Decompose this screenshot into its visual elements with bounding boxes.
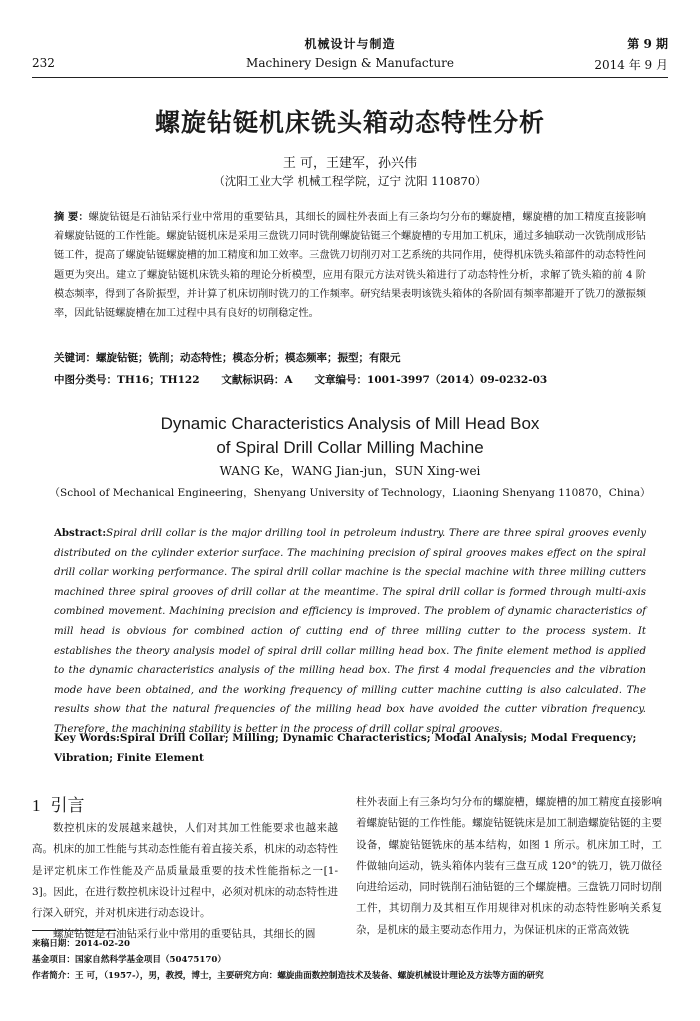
title-en-line2: of Spiral Drill Collar Milling Machine [216,438,484,457]
classification-cn: 中图分类号：TH16；TH122 文献标识码：A 文章编号：1001-3997（2014）09-0232-03 [54,374,548,386]
authors-cn: 王 可，王建军，孙兴伟 [282,156,418,171]
footnote-author: 作者简介：王 可，（1957-），男，教授，博士，主要研究方向：螺旋曲面数控制造技术及装备、螺旋机械设计理论及方法等方面的研究 [32,971,544,981]
journal-name-en: Machinery Design & Manufacture [246,56,454,70]
body-paragraph: 数控机床的发展越来越快，人们对其加工性能要求也越来越高。机床的加工性能与其动态性能有着直接关系，机床的动态特性是评定机床工作性能及产品质量最重要的技术性能指标之一[1-3]。因此，在进行数控机床设计过程中，必须对机床的动态特性进行深入研究，并对机床进行动态设计。 [32,822,338,920]
abstract-cn [54,208,646,323]
footnote-received: 来稿日期：2014-02-20 [32,939,130,949]
page-number: 232 [32,56,55,70]
issue-date: 2014 年 9 月 [594,58,668,72]
footnotes [32,936,668,984]
section-number: 1 [32,796,41,815]
issue-number: 第 9 期 [627,37,668,51]
title-cn: 螺旋钻铤机床铣头箱动态特性分析 [154,108,545,137]
abstract-cn-text: 螺旋钻铤是石油钻采行业中常用的重要钻具，其细长的圆柱外表面上有三条均匀分布的螺旋槽，螺旋槽的加工精度直接影响着螺旋钻铤的工作性能。螺旋钻铤机床是采用三盘铣刀同时铣削螺旋钻铤三个螺旋槽的专用加工机床，通过多轴联动一次铣削成形钻铤工件，提高了螺旋钻铤螺旋槽的加工精度和加工效率。三盘铣刀切削刃对工艺系统的共同作用，使得机床铣头箱部件的动态特性问题更为突出。建立了螺旋钻铤机床铣头箱的理论分析模型，应用有限元方法对铣头箱进行了动态特性分析，求解了铣头箱的前 4 阶模态频率，得到了各阶振型，并计算了机床切削时铣刀的工作频率。研究结果表明该铣头箱体的各阶固有频率都避开了铣刀的激振频率，因此钻铤螺旋槽在加工过程中具有良好的切削稳定性。 [54,212,646,320]
affiliation-cn: （沈阳工业大学 机械工程学院，辽宁 沈阳 110870） [213,174,487,188]
abstract-cn-label: 摘 要： [54,211,89,223]
section-title: 引言 [50,796,85,816]
keywords-en: Key Words:Spiral Drill Collar; Milling; Dynamic Characteristics; Modal Analysis; Modal Frequency; Vibration; Finite Element [54,732,637,764]
authors-en: WANG Ke，WANG Jian-jun，SUN Xing-wei [219,464,481,478]
affiliation-en: （School of Mechanical Engineering，Shenyang University of Technology，Liaoning Shenyang 110870，China） [49,487,651,499]
footnote-fund: 基金项目：国家自然科学基金项目（50475170） [32,955,226,965]
header-rule [32,77,668,78]
abstract-en [54,524,646,740]
journal-name-cn: 机械设计与制造 [304,37,396,51]
keywords-cn: 关键词：螺旋钻铤；铣削；动态特性；模态分析；模态频率；振型；有限元 [54,352,401,364]
title-en-line1: Dynamic Characteristics Analysis of Mill Head Box [160,414,540,433]
running-header [32,32,668,78]
abstract-en-text: Spiral drill collar is the major drilling tool in petroleum industry. There are three spiral grooves evenly distributed on the cylinder exterior surface. The machining precision of spiral grooves makes effect on the spiral drill collar working performance. The spiral drill collar machine is the special machine with three milling cutters machined three spiral grooves of drill collar at the meantime. The spiral drill collar is formed through multi-axis combined movement. Machining precision and efficiency is improved. The problem of dynamic characteristics of mill head is obvious for combined action of cutting end of three milling cutter to the process system. It establishes the theory analysis model of spiral drill collar milling head box. The finite element method is applied to the dynamic characteristics analysis of the milling head box. The first 4 modal frequencies and the vibration mode have been obtained, and the working frequency of milling cutter machine cutting is also calculated. The results show that the natural frequencies of the milling head box have avoided the cutter vibration frequency. Therefore, the machining stability is better in the process of drill collar spiral grooves. [54,528,646,735]
body-paragraph: 柱外表面上有三条均匀分布的螺旋槽，螺旋槽的加工精度直接影响着螺旋钻铤的工作性能。螺旋钻铤铣床是加工制造螺旋钻铤的主要设备，螺旋钻铤铣床的基本结构，如图 1 所示。机床加工时，工件做轴向运动，铣头箱体内装有三盘互成 120°的铣刀，铣刀做径向进给运动，同时铣削石油钻铤的三个螺旋槽。三盘铣刀同时切削工件，其切削力及其相互作用规律对机床的动态特性影响关系复杂，是机床的最主要动态作用力，为保证机床的正常高效铣 [356,796,662,936]
title-en [0,412,700,460]
abstract-en-label: Abstract: [54,527,107,539]
body-column-right [356,792,662,941]
body-paragraph: 螺旋钻铤是石油钻采行业中常用的重要钻具，其细长的圆 [53,928,316,941]
footnote-rule [32,930,116,931]
section-heading [32,795,338,817]
body-column-left [32,795,338,946]
